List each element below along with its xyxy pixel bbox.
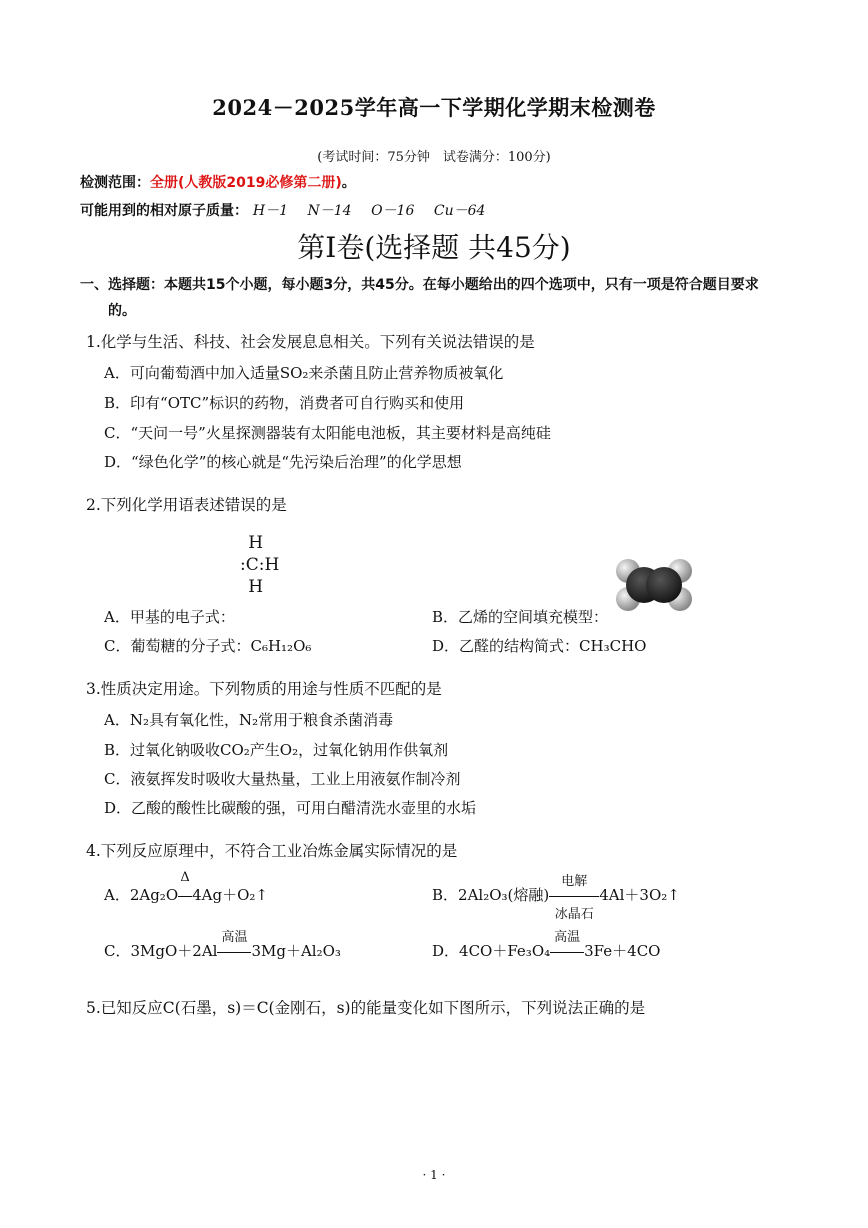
question-2-option-d: D．乙醛的结构简式：CH₃CHO [432, 637, 647, 655]
lewis-h-top: H [248, 533, 264, 553]
option-a-condition [178, 870, 192, 904]
option-c-reactants: C．3MgO＋2Al [104, 942, 218, 960]
question-1-stem: 1.化学与生活、科技、社会发展息息相关。下列有关说法错误的是 [86, 333, 535, 351]
question-3-option-c: C．液氨挥发时吸收大量热量，工业上用液氨作制冷剂 [104, 770, 461, 788]
question-1-option-d: D．“绿色化学”的核心就是“先污染后治理”的化学思想 [104, 453, 462, 471]
option-a-products: 4Ag＋O₂↑ [192, 886, 268, 904]
scope-line [80, 172, 356, 192]
part-one-title: 第Ⅰ卷(选择题 共45分) [297, 231, 571, 264]
option-d-products: 3Fe＋4CO [584, 942, 661, 960]
scope-end: 。 [341, 175, 356, 191]
question-4-option-d [432, 930, 661, 961]
question-1-option-b: B．印有“OTC”标识的药物，消费者可自行购买和使用 [104, 394, 465, 412]
question-1-option-c: C．“天问一号”火星探测器装有太阳能电池板，其主要材料是高纯硅 [104, 424, 551, 442]
ethylene-space-filling-model [614, 556, 694, 614]
question-3-stem: 3.性质决定用途。下列物质的用途与性质不匹配的是 [86, 680, 442, 698]
option-c-condition-label: 高温 [221, 930, 248, 945]
option-d-condition-label: 高温 [554, 930, 581, 945]
atomic-mass-label: 可能用到的相对原子质量： [80, 203, 248, 219]
page-number: · 1 · [422, 1168, 446, 1182]
option-c-condition [217, 930, 251, 960]
question-5-stem: 5.已知反应C(石墨，s)＝C(金刚石，s)的能量变化如下图所示，下列说法正确的是 [86, 999, 646, 1017]
atomic-mass-n: N－14 [307, 203, 352, 219]
option-b-condition-top: 电解 [561, 874, 588, 889]
question-3-option-b: B．过氧化钠吸收CO₂产生O₂，过氧化钠用作供氧剂 [104, 741, 449, 759]
atomic-mass-o: O－16 [371, 203, 415, 219]
option-b-condition-bottom: 冰晶石 [554, 907, 594, 922]
scope-label: 检测范围： [80, 175, 150, 191]
question-1-option-a: A．可向葡萄酒中加入适量SO₂来杀菌且防止营养物质被氧化 [104, 364, 504, 382]
question-2-stem: 2.下列化学用语表述错误的是 [86, 496, 287, 514]
atomic-mass-cu: Cu－64 [433, 203, 486, 219]
option-b-products: 4Al＋3O₂↑ [599, 886, 680, 904]
question-4-option-b [432, 874, 680, 922]
lewis-c-h: :C:H [240, 555, 280, 575]
option-b-condition [549, 874, 599, 922]
question-4-stem: 4.下列反应原理中，不符合工业冶炼金属实际情况的是 [86, 842, 458, 860]
option-a-condition-label: Δ [180, 870, 190, 885]
lewis-h-bottom: H [248, 577, 264, 597]
section-instructions-cont: 的。 [108, 303, 136, 319]
question-3-option-d: D．乙酸的酸性比碳酸的强，可用白醋清洗水壶里的水垢 [104, 799, 477, 817]
option-a-reactants: A．2Ag₂O [104, 886, 179, 904]
question-2-option-c: C．葡萄糖的分子式：C₆H₁₂O₆ [104, 637, 312, 655]
atomic-mass-h: H－1 [252, 203, 288, 219]
question-2-option-b: B．乙烯的空间填充模型： [432, 608, 609, 626]
question-3-option-a: A．N₂具有氧化性，N₂常用于粮食杀菌消毒 [104, 711, 394, 729]
scope-value: 全册(人教版2019必修第二册) [150, 175, 342, 191]
question-4-option-c [104, 930, 341, 961]
option-d-reactants: D．4CO＋Fe₃O₄ [432, 942, 551, 960]
option-d-condition [550, 930, 584, 960]
methyl-lewis-structure [240, 532, 279, 598]
atomic-mass-line [80, 200, 485, 220]
question-4-option-a [104, 870, 268, 905]
exam-time-note: (考试时间：75分钟 试卷满分：100分) [317, 150, 551, 165]
option-c-products: 3Mg＋Al₂O₃ [251, 942, 341, 960]
option-b-reactants: B．2Al₂O₃(熔融) [432, 886, 550, 904]
question-2-option-a: A．甲基的电子式： [104, 608, 235, 626]
exam-title: 2024－2025学年高一下学期化学期末检测卷 [212, 95, 656, 120]
section-instructions: 一、选择题：本题共15个小题，每小题3分，共45分。在每小题给出的四个选项中，只有一项是符合题目要求 [80, 277, 759, 293]
